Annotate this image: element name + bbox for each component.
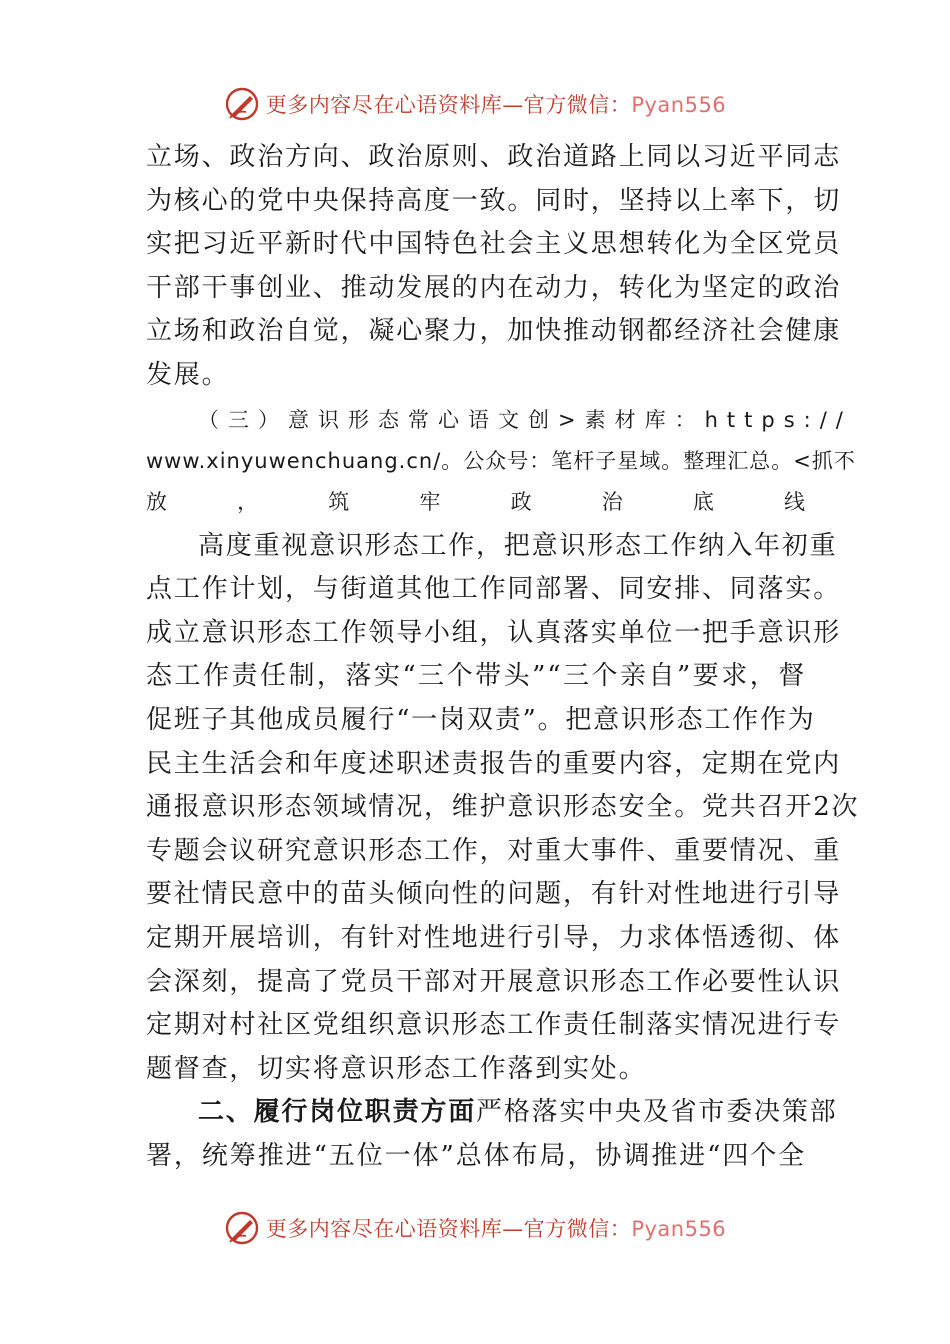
text-line: 点工作计划，与街道其他工作同部署、同安排、同落实。 bbox=[146, 574, 842, 605]
pen-logo-icon bbox=[224, 1210, 260, 1246]
section-2 bbox=[146, 1091, 838, 1178]
text-line: 要社情民意中的苗头倾向性的问题，有针对性地进行引导 bbox=[146, 879, 842, 910]
text-line: 立场和政治自觉，凝心聚力，加快推动钢都经济社会健康 bbox=[146, 316, 842, 347]
pen-logo-icon bbox=[224, 86, 260, 122]
text-line: 会深刻，提高了党员干部对开展意识形态工作必要性认识 bbox=[146, 966, 842, 997]
header-banner bbox=[0, 84, 950, 124]
banner-text: 更多内容尽在心语资料库—官方微信：Pyan556 bbox=[265, 1217, 727, 1241]
text-line: 定期开展培训，有针对性地进行引导，力求体悟透彻、体 bbox=[146, 922, 842, 953]
heading-3 bbox=[146, 400, 856, 523]
section-text: 严格落实中央及省市委决策部 bbox=[476, 1097, 838, 1128]
text-line: 专题会议研究意识形态工作，对重大事件、重要情况、重 bbox=[146, 835, 842, 866]
heading-line: www.xinyuwenchuang.cn/。公众号：笔杆子星域。整理汇总。<抓不 bbox=[146, 448, 856, 473]
paragraph-2 bbox=[146, 525, 860, 1092]
text-line: 成立意识形态工作领导小组，认真落实单位一把手意识形 bbox=[146, 617, 842, 648]
text-line: 定期对村社区党组织意识形态工作责任制落实情况进行专 bbox=[146, 1010, 842, 1041]
text-line: 发展。 bbox=[146, 359, 230, 390]
wechat-id: Pyan556 bbox=[631, 93, 727, 117]
text-line: 高度重视意识形态工作，把意识形态工作纳入年初重 bbox=[198, 530, 838, 561]
document-body bbox=[146, 136, 860, 1178]
text-line: 民主生活会和年度述职述责报告的重要内容，定期在党内 bbox=[146, 748, 842, 779]
text-line: 题督查，切实将意识形态工作落到实处。 bbox=[146, 1053, 647, 1084]
text-line: 为核心的党中央保持高度一致。同时，坚持以上率下，切 bbox=[146, 185, 842, 216]
text-line: 立场、政治方向、政治原则、政治道路上同以习近平同志 bbox=[146, 142, 842, 172]
text-line: 态工作责任制，落实“三个带头”“三个亲自”要求，督 bbox=[146, 661, 806, 692]
heading-line: 放，筑牢政治底线 bbox=[146, 489, 806, 514]
section-heading: 二、履行岗位职责方面 bbox=[198, 1097, 477, 1128]
section-2-first-line bbox=[146, 1091, 838, 1135]
text-line: 促班子其他成员履行“一岗双责”。把意识形态工作作为 bbox=[146, 704, 816, 735]
banner-text: 更多内容尽在心语资料库—官方微信：Pyan556 bbox=[265, 93, 727, 117]
text-line: 干部干事创业、推动发展的内在动力，转化为坚定的政治 bbox=[146, 272, 842, 303]
heading-line: （三）意识形态常心语文创>素材库：https:// bbox=[198, 407, 852, 432]
footer-banner bbox=[0, 1208, 950, 1248]
text-line: 署，统筹推进“五位一体”总体布局，协调推进“四个全 bbox=[146, 1140, 806, 1171]
text-line: 通报意识形态领域情况，维护意识形态安全。党共召开2次 bbox=[146, 792, 860, 823]
text-line: 实把习近平新时代中国特色社会主义思想转化为全区党员 bbox=[146, 229, 842, 260]
paragraph-1 bbox=[146, 136, 842, 398]
wechat-id: Pyan556 bbox=[631, 1217, 727, 1241]
